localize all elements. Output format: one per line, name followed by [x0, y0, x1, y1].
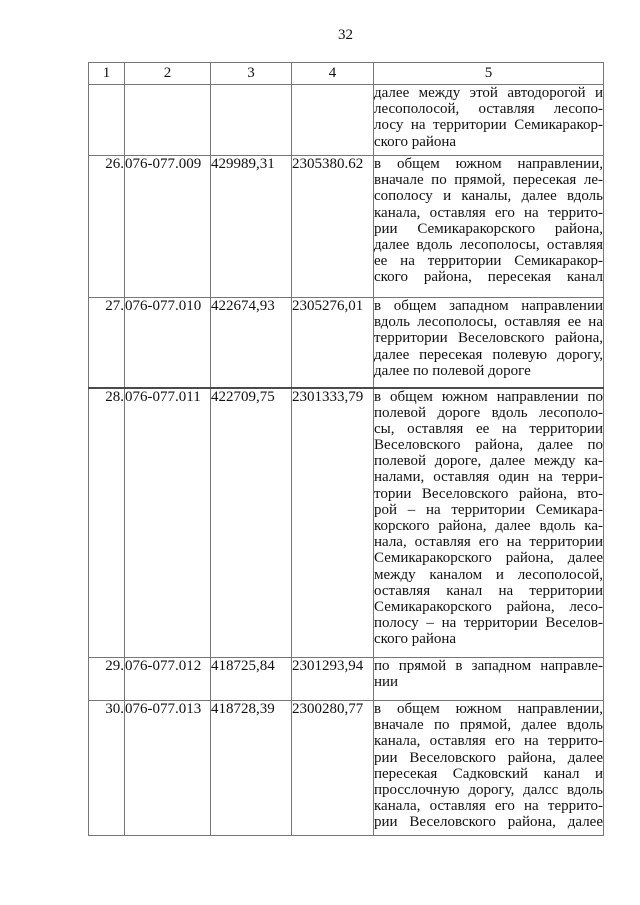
row-number-cell: 27. — [89, 298, 125, 388]
y-coordinate-cell: 2305380.62 — [292, 156, 374, 298]
description-line: сополосу и каналы, далее вдоль — [374, 188, 603, 205]
description-line: далее по полевой дороге — [374, 362, 531, 379]
description-line: полосу – на территории Веселов- — [374, 615, 603, 632]
description-line: вдоль лесополосы, оставляя ее на — [374, 314, 603, 331]
description-line: канала, оставляя его на террито- — [374, 204, 603, 221]
row-number-cell: 28. — [89, 388, 125, 658]
x-coordinate-cell: 418728,39 — [211, 701, 292, 836]
description-line: ского района — [374, 133, 457, 150]
table-row — [89, 85, 604, 156]
empty-cell — [89, 85, 125, 156]
x-coordinate-cell: 418725,84 — [211, 658, 292, 701]
point-code-cell: 076-077.012 — [125, 658, 211, 701]
point-code-cell: 076-077.009 — [125, 156, 211, 298]
description-line: между каналом и лесополосой, — [374, 566, 603, 583]
description-line: в общем южном направлении по — [374, 388, 603, 405]
boundary-table — [88, 62, 604, 836]
description-line: в общем южном направлении, — [374, 701, 603, 717]
description-line: лосу на территории Семикаракор- — [374, 117, 603, 134]
description-line: по прямой в западном направле- — [374, 658, 603, 674]
x-coordinate-cell: 429989,31 — [211, 156, 292, 298]
table-row — [89, 658, 604, 701]
description-cell — [374, 85, 604, 156]
row-number-cell: 26. — [89, 156, 125, 298]
point-code-cell: 076-077.011 — [125, 388, 211, 658]
description-line: рии Веселовского района, далее — [374, 749, 603, 766]
description-cell — [374, 658, 604, 701]
y-coordinate-cell: 2301293,94 — [292, 658, 374, 701]
description-line: рии Семикаракорского района, — [374, 220, 603, 237]
description-line: вначале по прямой, пересекая ле- — [374, 172, 603, 189]
description-line: рой – на территории Семикара- — [374, 501, 603, 518]
description-line: в общем западном направлении — [374, 298, 603, 314]
row-number-cell: 29. — [89, 658, 125, 701]
description-line: Веселовского района, далее по — [374, 437, 603, 454]
y-coordinate-cell: 2305276,01 — [292, 298, 374, 388]
description-line: далее пересекая полевую дорогу, — [374, 346, 603, 363]
description-line: нии — [374, 674, 399, 691]
description-line: полевой дороге вдоль лесополо- — [374, 404, 603, 421]
description-line: территории Веселовского района, — [374, 330, 603, 347]
table-row — [89, 701, 604, 836]
description-line: просслочную дорогу, далсс вдоль — [374, 781, 603, 798]
description-line: лесополосой, оставляя лесопо- — [374, 101, 603, 118]
x-coordinate-cell: 422709,75 — [211, 388, 292, 658]
y-coordinate-cell: 2300280,77 — [292, 701, 374, 836]
x-coordinate-cell: 422674,93 — [211, 298, 292, 388]
description-line: канала, оставляя его на террито- — [374, 733, 603, 750]
description-line: ее на территории Семикаракор- — [374, 253, 603, 270]
description-line: корского района, далее вдоль ка- — [374, 518, 603, 534]
point-code-cell: 076-077.013 — [125, 701, 211, 836]
description-cell — [374, 156, 604, 298]
description-cell — [374, 298, 604, 388]
description-line: вначале по прямой, далее вдоль — [374, 717, 603, 734]
description-line: сы, оставляя ее на территории — [374, 420, 603, 437]
description-line: рии Веселовского района, далее — [374, 814, 603, 831]
description-line: Семикаракорского района, далее — [374, 550, 603, 567]
description-line: в общем южном направлении, — [374, 156, 603, 172]
description-line: канала, оставляя его на террито- — [374, 798, 603, 815]
description-line: налами, оставляя один на терри- — [374, 469, 603, 486]
description-line: ского района, пересекая канал — [374, 269, 603, 286]
description-line: оставляя канал на территории — [374, 582, 603, 599]
empty-cell — [125, 85, 211, 156]
table-header-row — [89, 63, 604, 85]
description-line: пересекая Садковский канал и — [374, 765, 603, 782]
header-cell: 3 — [211, 63, 292, 85]
description-line: тории Веселовского района, вто- — [374, 485, 603, 502]
table-row — [89, 298, 604, 388]
table-row — [89, 388, 604, 658]
header-cell: 5 — [374, 63, 604, 85]
description-line: ского района — [374, 631, 457, 648]
empty-cell — [211, 85, 292, 156]
header-cell: 2 — [125, 63, 211, 85]
description-cell — [374, 388, 604, 658]
header-cell: 4 — [292, 63, 374, 85]
empty-cell — [292, 85, 374, 156]
page-number: 32 — [338, 27, 353, 43]
header-cell: 1 — [89, 63, 125, 85]
row-number-cell: 30. — [89, 701, 125, 836]
description-line: далее вдоль лесополосы, оставляя — [374, 236, 603, 253]
description-line: Семикаракорского района, лесо- — [374, 598, 603, 615]
point-code-cell: 076-077.010 — [125, 298, 211, 388]
description-line: полевой дороге, далее между ка- — [374, 453, 603, 470]
table-row — [89, 156, 604, 298]
description-line: далее между этой автодорогой и — [374, 85, 603, 101]
y-coordinate-cell: 2301333,79 — [292, 388, 374, 658]
description-cell — [374, 701, 604, 836]
description-line: нала, оставляя его на территории — [374, 534, 603, 551]
